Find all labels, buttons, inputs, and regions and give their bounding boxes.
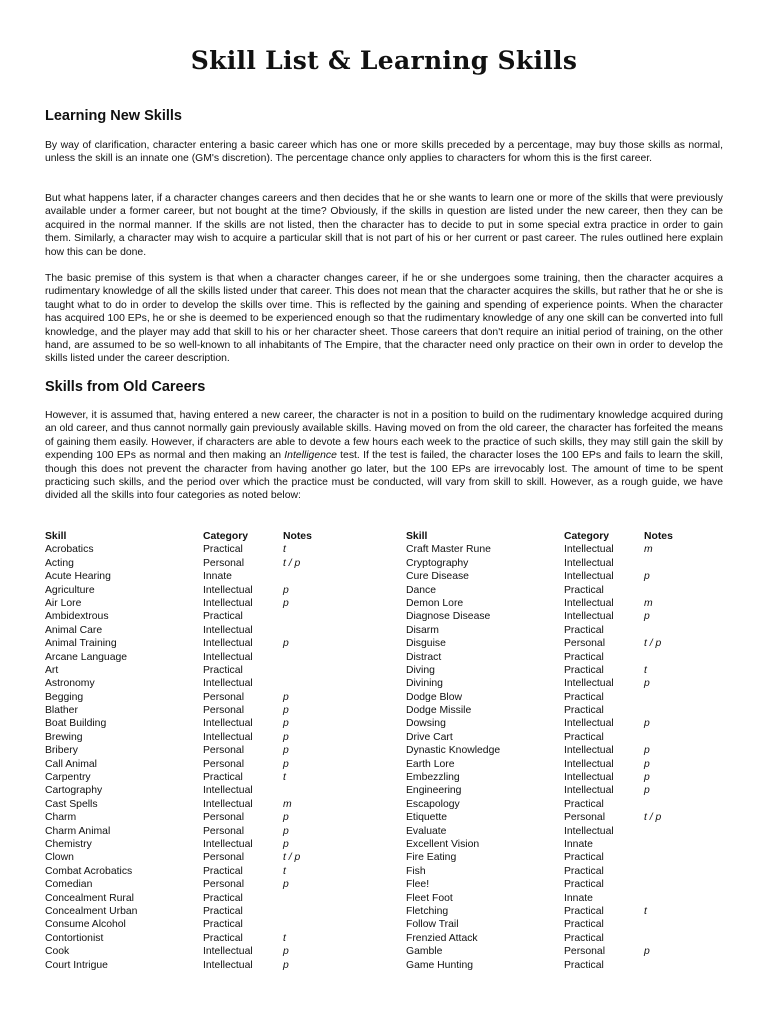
table-row (406, 691, 726, 704)
table-row (45, 905, 385, 918)
table-row (406, 878, 726, 891)
skill-rows-right (406, 543, 726, 972)
paragraph-3: The basic premise of this system is that when a character changes career, if he or she undergoes some training, then the character acquires a rudimentary knowledge of all the skills listed under that career. This does not mean that the character acquires the skills, but rather that he or she is taught what to do in order to develop the skills over time. This is reflected by the gaining and spending of experience points. When the character has acquired 100 EPs, he or she is deemed to be experienced enough so that the rudimentary knowledge of any one skill can be converted into full knowledge, and the player may add that skill to his or her character sheet. Those careers that don't require an initial period of training, on the other hand, are assumed to be so well-known to all inhabitants of The Empire, that the character need only practice on their own in order to develop the skills listed under the career description. (45, 273, 723, 365)
skill-category: Practical (564, 959, 604, 971)
skill-notes: t (283, 865, 286, 877)
skill-category: Intellectual (564, 678, 614, 690)
skill-category: Intellectual (203, 584, 253, 596)
table-row (406, 932, 726, 945)
skill-name: Charm Animal (45, 825, 111, 837)
skill-name: Gamble (406, 946, 443, 958)
skill-name: Combat Acrobatics (45, 865, 133, 877)
skill-category: Innate (564, 838, 593, 850)
skill-category: Practical (203, 905, 243, 917)
table-row (406, 945, 726, 958)
skill-name: Earth Lore (406, 758, 455, 770)
table-row (45, 784, 385, 797)
skill-name: Consume Alcohol (45, 919, 126, 931)
skill-notes: t (283, 544, 286, 556)
skill-category: Intellectual (564, 825, 614, 837)
table-row (406, 651, 726, 664)
table-row (406, 771, 726, 784)
paragraph-4 (45, 409, 723, 503)
table-row (45, 624, 385, 637)
table-row (406, 838, 726, 851)
table-row (45, 838, 385, 851)
skill-category: Personal (203, 825, 245, 837)
skill-name: Dowsing (406, 718, 446, 730)
skill-notes: p (283, 745, 289, 757)
skill-name: Acting (45, 557, 74, 569)
skill-name: Bribery (45, 745, 78, 757)
table-row (406, 811, 726, 824)
skill-category: Practical (564, 584, 604, 596)
table-row (406, 543, 726, 556)
skill-category: Practical (203, 932, 243, 944)
skill-name: Dodge Missile (406, 705, 472, 717)
skill-category: Personal (203, 691, 245, 703)
table-header-row (45, 530, 385, 543)
table-row (45, 664, 385, 677)
table-row (406, 731, 726, 744)
skill-category: Practical (203, 611, 243, 623)
skill-category: Personal (564, 946, 606, 958)
skill-category: Practical (203, 865, 243, 877)
skill-category: Practical (564, 731, 604, 743)
header-skill: Skill (406, 531, 428, 542)
skill-name: Arcane Language (45, 651, 128, 663)
table-row (406, 825, 726, 838)
table-row (45, 918, 385, 931)
skill-notes: p (283, 758, 289, 770)
table-row (406, 584, 726, 597)
table-row (45, 704, 385, 717)
skill-notes: p (283, 812, 289, 824)
skill-category: Intellectual (564, 597, 614, 609)
table-row (406, 798, 726, 811)
skill-category: Practical (564, 664, 604, 676)
table-row (406, 758, 726, 771)
skill-notes: p (283, 959, 289, 971)
skill-name: Dynastic Knowledge (406, 745, 501, 757)
skill-name: Ambidextrous (45, 611, 109, 623)
table-row (45, 597, 385, 610)
skill-name: Contortionist (45, 932, 104, 944)
page-title: Skill List & Learning Skills (190, 46, 578, 75)
skill-rows-left (45, 543, 385, 972)
skill-notes: p (644, 758, 650, 770)
table-row (45, 651, 385, 664)
header-skill: Skill (45, 531, 67, 542)
skill-category: Intellectual (203, 624, 253, 636)
skill-notes: p (283, 597, 289, 609)
skill-category: Intellectual (564, 557, 614, 569)
skill-category: Practical (564, 932, 604, 944)
skill-name: Disarm (406, 624, 439, 636)
skill-notes: p (644, 611, 650, 623)
skill-notes: t / p (644, 638, 662, 650)
skill-name: Acute Hearing (45, 571, 111, 583)
skill-name: Fleet Foot (406, 892, 453, 904)
skill-name: Clown (45, 852, 74, 864)
skill-category: Intellectual (203, 638, 253, 650)
table-row (45, 691, 385, 704)
skill-notes: m (644, 597, 653, 609)
skill-category: Practical (564, 852, 604, 864)
table-row (45, 851, 385, 864)
table-row (406, 892, 726, 905)
table-row (45, 878, 385, 891)
skill-name: Embezzling (406, 772, 460, 784)
skill-name: Engineering (406, 785, 462, 797)
skill-name: Follow Trail (406, 919, 459, 931)
table-row (406, 610, 726, 623)
skill-name: Concealment Rural (45, 892, 134, 904)
paragraph-1: By way of clarification, character entering a basic career which has one or more skills preceded by a percentage, may buy those skills as normal, unless the skill is an innate one (GM's discretion). The percentage chance only applies to characters for whom this is the first career. (45, 140, 723, 165)
skill-name: Fire Eating (406, 852, 457, 864)
table-row (45, 610, 385, 623)
skill-notes: p (283, 731, 289, 743)
skill-name: Call Animal (45, 758, 97, 770)
skill-category: Practical (564, 624, 604, 636)
skill-category: Practical (564, 905, 604, 917)
skill-name: Astronomy (45, 678, 95, 690)
skill-category: Intellectual (203, 785, 253, 797)
skill-name: Cryptography (406, 557, 469, 569)
skill-notes: p (283, 825, 289, 837)
skill-name: Charm (45, 812, 77, 824)
table-row (406, 851, 726, 864)
skill-notes: p (283, 705, 289, 717)
skill-category: Innate (564, 892, 593, 904)
skill-category: Intellectual (203, 651, 253, 663)
skill-category: Intellectual (564, 785, 614, 797)
skill-name: Divining (406, 678, 443, 690)
table-row (45, 798, 385, 811)
table-row (45, 932, 385, 945)
section-heading-learning-new-skills: Learning New Skills (45, 108, 182, 124)
skill-name: Dodge Blow (406, 691, 463, 703)
skill-category: Intellectual (203, 731, 253, 743)
skill-name: Fish (406, 865, 426, 877)
skill-category: Personal (564, 812, 606, 824)
skill-notes: m (283, 798, 292, 810)
skill-category: Practical (564, 651, 604, 663)
skill-category: Intellectual (564, 772, 614, 784)
skill-name: Blather (45, 705, 78, 717)
skill-category: Intellectual (564, 611, 614, 623)
header-notes: Notes (283, 531, 312, 542)
skill-name: Carpentry (45, 772, 91, 784)
table-row (406, 918, 726, 931)
skill-notes: t (283, 772, 286, 784)
skill-name: Comedian (45, 879, 93, 891)
skill-notes: p (644, 678, 650, 690)
skill-notes: t / p (283, 852, 301, 864)
table-row (406, 664, 726, 677)
skill-category: Intellectual (203, 597, 253, 609)
skill-name: Air Lore (45, 597, 82, 609)
table-row (406, 959, 726, 972)
paragraph-4-part-2: test. If the test is failed, the character loses the 100 EPs and fails to learn the skill, though this does not prevent the character from having another go later, but the 100 EPs are irrevocably lost. The amount of time to be spent practicing such skills, and the period over which the practice must be conducted, will vary from skill to skill. However, as a rough guide, we have divided all the skills into four categories as noted below: (45, 450, 723, 502)
table-row (406, 597, 726, 610)
skill-category: Intellectual (564, 758, 614, 770)
skill-notes: p (283, 691, 289, 703)
skill-name: Flee! (406, 879, 430, 891)
skill-name: Court Intrigue (45, 959, 108, 971)
table-row (45, 677, 385, 690)
skill-notes: p (283, 946, 289, 958)
table-row (45, 731, 385, 744)
table-row (45, 717, 385, 730)
skill-category: Personal (203, 745, 245, 757)
table-row (406, 704, 726, 717)
skill-name: Cartography (45, 785, 103, 797)
skill-category: Practical (203, 772, 243, 784)
section-heading-skills-from-old-careers: Skills from Old Careers (45, 379, 206, 395)
skill-name: Game Hunting (406, 959, 473, 971)
skill-column-left (45, 530, 385, 972)
skill-notes: p (283, 638, 289, 650)
skill-name: Boat Building (45, 718, 107, 730)
skill-category: Practical (203, 664, 243, 676)
skill-name: Drive Cart (406, 731, 453, 743)
table-row (45, 825, 385, 838)
table-row (45, 771, 385, 784)
skill-notes: t (283, 932, 286, 944)
skill-category: Innate (203, 571, 232, 583)
skill-name: Animal Training (45, 638, 117, 650)
table-row (45, 584, 385, 597)
table-row (45, 811, 385, 824)
paragraph-4-italic: Intelligence (284, 450, 337, 462)
skill-name: Cast Spells (45, 798, 98, 810)
header-category: Category (564, 531, 610, 542)
skill-name: Acrobatics (45, 544, 94, 556)
skill-name: Art (45, 664, 59, 676)
table-row (406, 865, 726, 878)
skill-notes: p (644, 745, 650, 757)
skill-category: Personal (203, 852, 245, 864)
skill-category: Intellectual (564, 718, 614, 730)
skill-notes: t (644, 905, 647, 917)
table-header-row (406, 530, 726, 543)
skill-name: Escapology (406, 798, 460, 810)
skill-category: Intellectual (203, 798, 253, 810)
table-row (406, 677, 726, 690)
skill-notes: t / p (283, 557, 301, 569)
skill-name: Concealment Urban (45, 905, 138, 917)
skill-category: Practical (203, 544, 243, 556)
skill-category: Intellectual (203, 718, 253, 730)
paragraph-2: But what happens later, if a character changes careers and then decides that he or she wants to learn one or more of the skills that were previously available under a former career, but not bought at the time? Obviously, if the skills in question are listed under the new career, then they can be acquired in the normal manner. If the skills are not listed, then the character has to decide to put in some special extra practice in order to gain them. Similarly, a character may wish to acquire a particular skill that is not part of his or her current or past career. The rules outlined here explain how this can be done. (45, 193, 723, 258)
skill-name: Diagnose Disease (406, 611, 491, 623)
skill-category: Personal (564, 638, 606, 650)
header-category: Category (203, 531, 249, 542)
skill-category: Intellectual (203, 959, 253, 971)
skill-notes: m (644, 544, 653, 556)
skill-category: Practical (564, 798, 604, 810)
skill-name: Diving (406, 664, 435, 676)
table-row (406, 570, 726, 583)
skill-category: Practical (564, 879, 604, 891)
skill-category: Intellectual (203, 678, 253, 690)
table-row (45, 570, 385, 583)
table-row (45, 892, 385, 905)
skill-category: Practical (564, 865, 604, 877)
skill-name: Dance (406, 584, 437, 596)
paragraph-4-part-1: However, it is assumed that, having entered a new career, the character is not in a position to build on the rudimentary knowledge acquired during an old career, and thus cannot normally gain previously available skills. Having moved on from the old career, the character has forfeited the means of gaining them easily. However, if characters are able to devote a few hours each week to the practice of such skills, they may still gain the skill by expending 100 EPs as normal and then making an (45, 410, 723, 462)
skill-category: Personal (203, 705, 245, 717)
skill-category: Intellectual (564, 544, 614, 556)
skill-category: Intellectual (564, 745, 614, 757)
table-row (406, 905, 726, 918)
skill-category: Personal (203, 879, 245, 891)
skill-notes: p (644, 772, 650, 784)
skill-name: Craft Master Rune (406, 544, 491, 556)
table-row (406, 557, 726, 570)
skill-name: Cook (45, 946, 70, 958)
table-row (45, 865, 385, 878)
skill-category: Intellectual (564, 571, 614, 583)
table-row (406, 637, 726, 650)
skill-name: Chemistry (45, 838, 92, 850)
skill-category: Intellectual (203, 946, 253, 958)
table-row (45, 557, 385, 570)
skill-category: Personal (203, 758, 245, 770)
skill-category: Practical (564, 691, 604, 703)
skill-category: Practical (203, 892, 243, 904)
table-row (45, 543, 385, 556)
skill-name: Demon Lore (406, 597, 464, 609)
skill-category: Practical (564, 919, 604, 931)
skill-name: Brewing (45, 731, 83, 743)
skill-category: Practical (564, 705, 604, 717)
skill-notes: p (644, 946, 650, 958)
skill-name: Excellent Vision (406, 838, 480, 850)
skill-name: Etiquette (406, 812, 448, 824)
skill-category: Intellectual (203, 838, 253, 850)
skill-name: Evaluate (406, 825, 447, 837)
table-row (45, 959, 385, 972)
table-row (406, 744, 726, 757)
skill-name: Cure Disease (406, 571, 469, 583)
table-row (45, 945, 385, 958)
skill-name: Distract (406, 651, 442, 663)
table-row (45, 758, 385, 771)
skill-notes: p (644, 785, 650, 797)
skill-category: Practical (203, 919, 243, 931)
skill-name: Agriculture (45, 584, 95, 596)
skill-column-right (406, 530, 726, 972)
skill-category: Personal (203, 557, 245, 569)
skill-notes: t / p (644, 812, 662, 824)
skill-name: Frenzied Attack (406, 932, 478, 944)
table-row (406, 784, 726, 797)
skill-name: Fletching (406, 905, 449, 917)
table-row (45, 744, 385, 757)
skill-notes: p (283, 838, 289, 850)
skill-notes: p (644, 571, 650, 583)
header-notes: Notes (644, 531, 673, 542)
table-row (406, 624, 726, 637)
table-row (45, 637, 385, 650)
skill-category: Personal (203, 812, 245, 824)
skill-name: Begging (45, 691, 84, 703)
skill-name: Disguise (406, 638, 446, 650)
skill-notes: t (644, 664, 647, 676)
skill-notes: p (283, 584, 289, 596)
skill-notes: p (283, 718, 289, 730)
skill-name: Animal Care (45, 624, 103, 636)
table-row (406, 717, 726, 730)
skill-notes: p (283, 879, 289, 891)
skill-notes: p (644, 718, 650, 730)
